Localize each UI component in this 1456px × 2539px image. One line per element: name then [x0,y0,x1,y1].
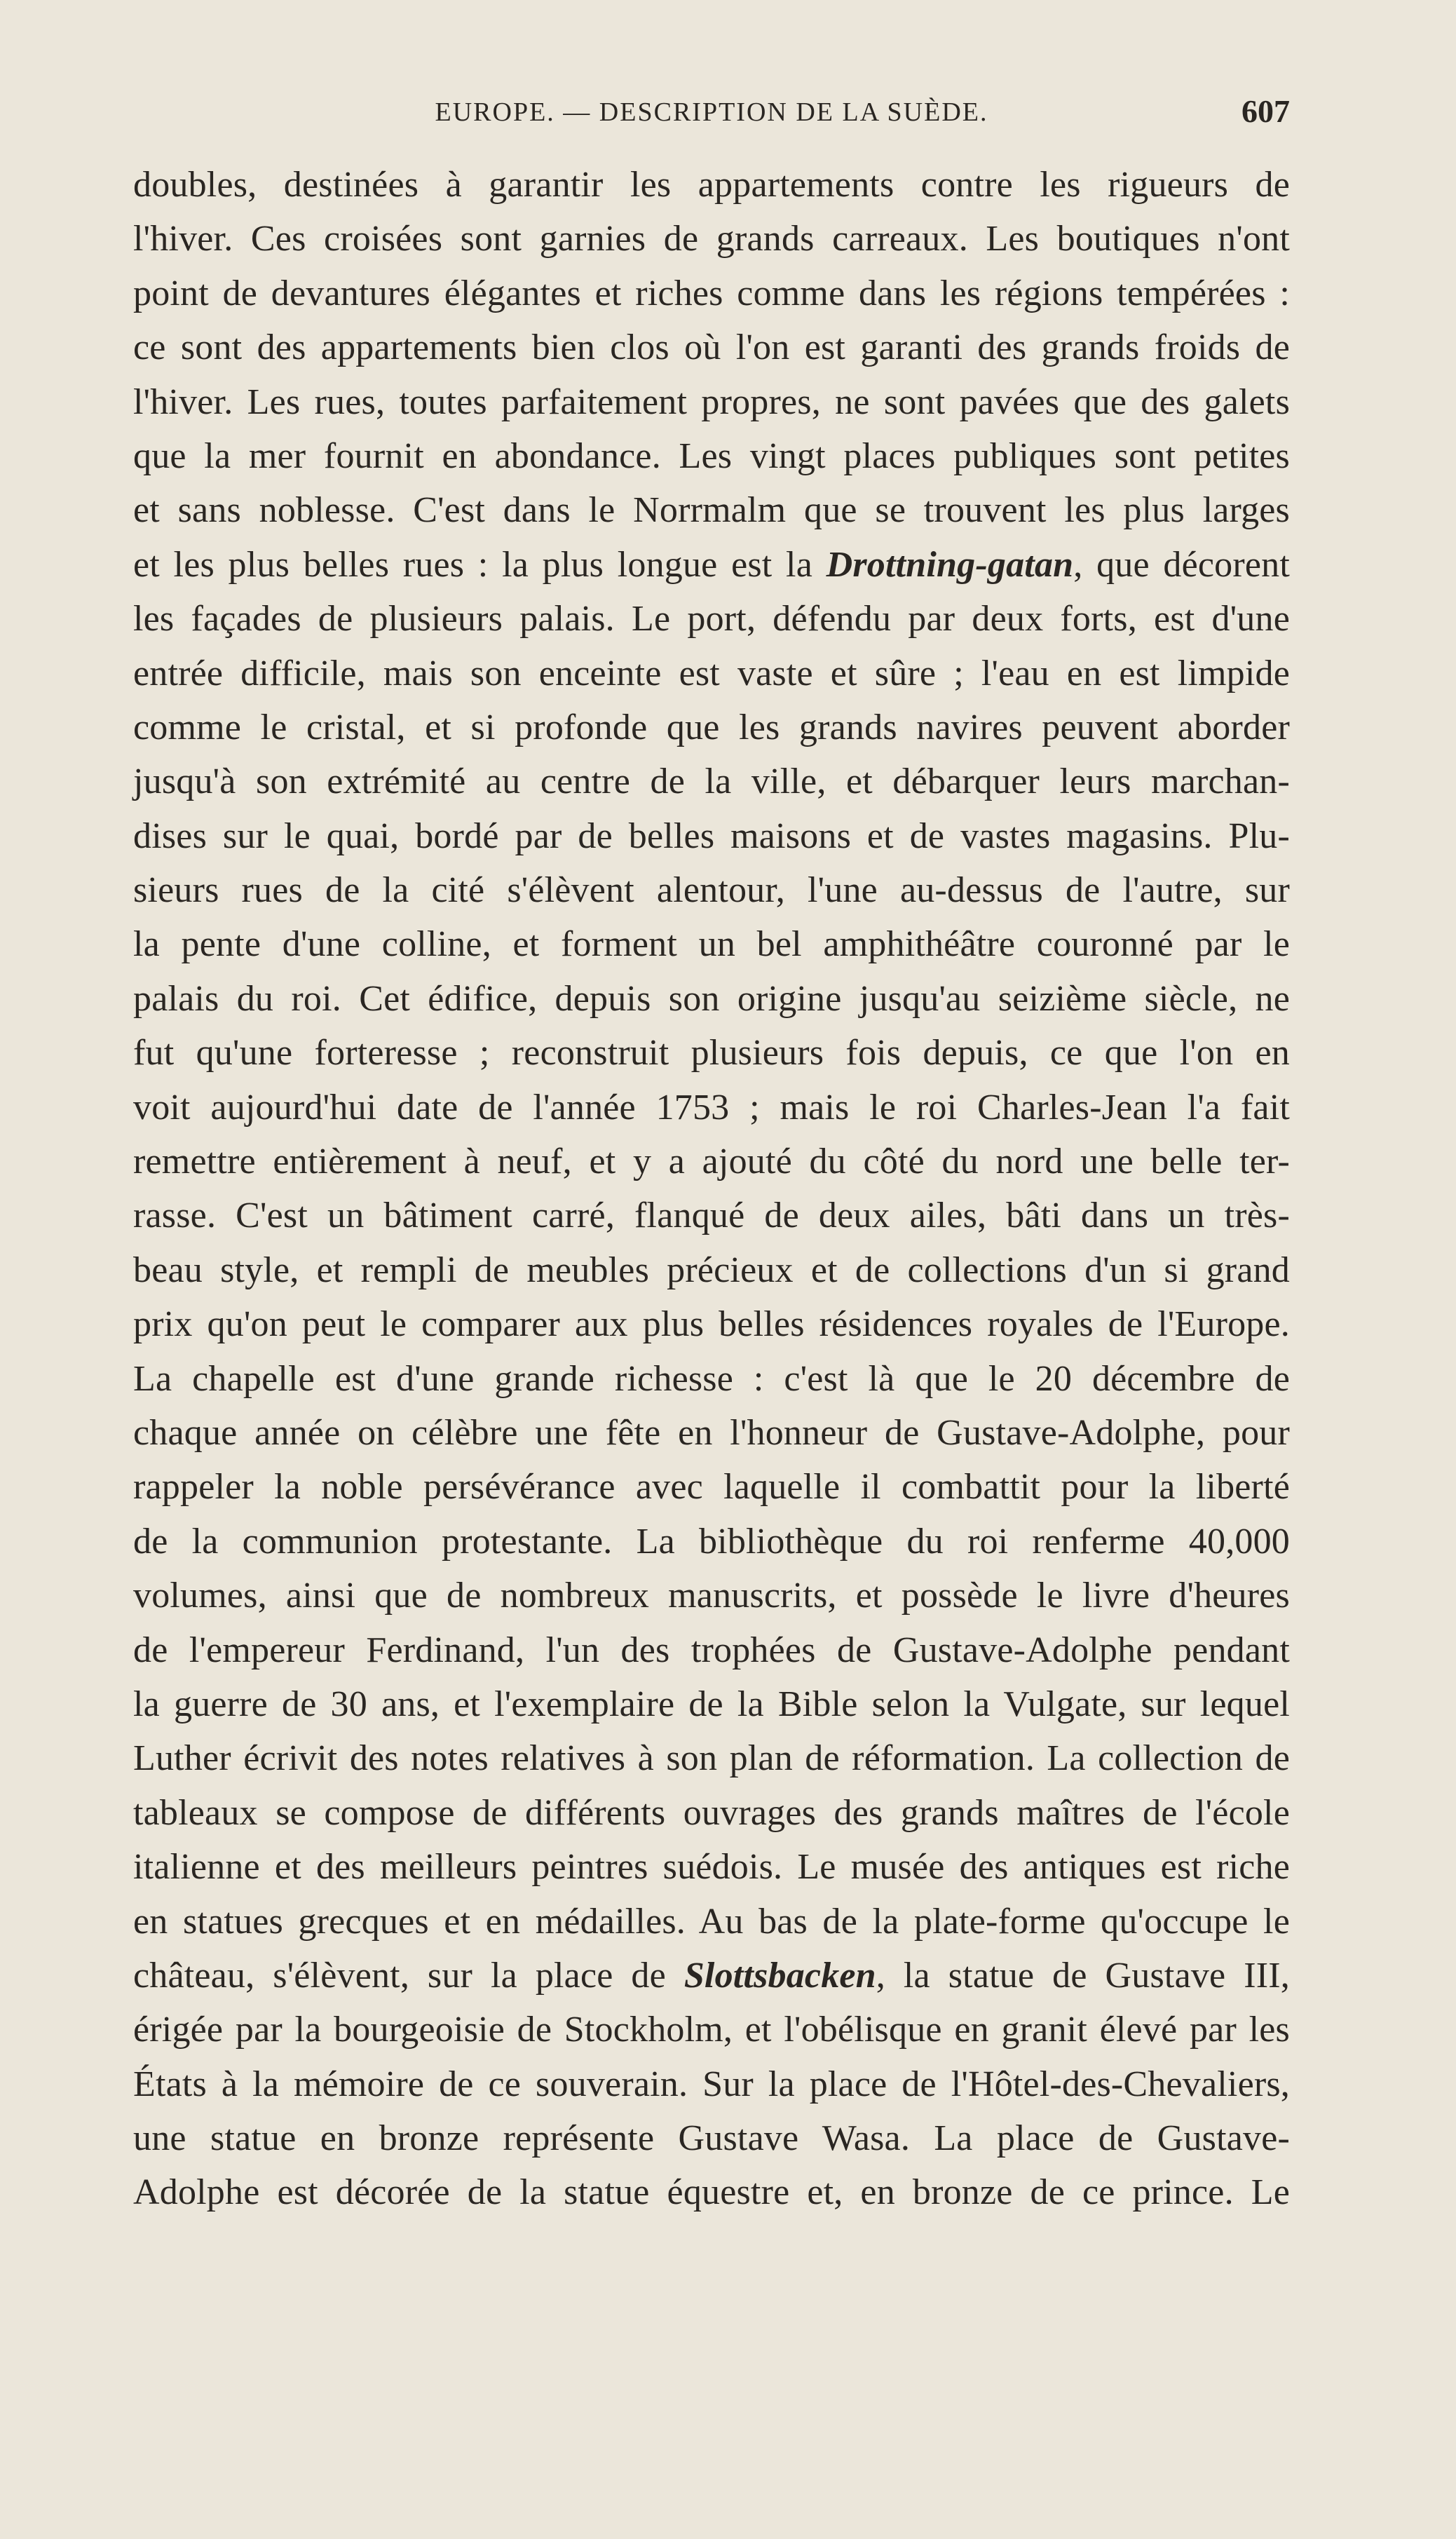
text-line-with-place-name [133,1949,1290,2003]
text-line: rappeler la noble persévérance avec laquelle il combattit pour la liberté [133,1467,1290,1508]
text-line: et sans noblesse. C'est dans le Norrmalm que se trouvent les plus larges [133,490,1290,531]
text-line: fut qu'une forteresse ; reconstruit plusieurs fois depuis, ce que l'on en [133,1033,1290,1074]
text-line: tableaux se compose de différents ouvrages des grands maîtres de l'école [133,1792,1290,1833]
text-line: dises sur le quai, bordé par de belles maisons et de vastes magasins. Plu- [133,815,1290,856]
text-line: La chapelle est d'une grande richesse : c'est là que le 20 décembre de [133,1358,1290,1399]
text-fragment: , que décorent [1073,544,1290,585]
text-line: l'hiver. Les rues, toutes parfaitement propres, ne sont pavées que des galets [133,381,1290,422]
text-line: volumes, ainsi que de nombreux manuscrits, et possède le livre d'heures [133,1576,1290,1616]
page-number: 607 [1241,93,1290,129]
text-line: Adolphe est décorée de la statue équestre et, en bronze de ce prince. Le [133,2172,1290,2213]
text-line: les façades de plusieurs palais. Le port, défendu par deux forts, est d'une [133,599,1290,639]
text-line: érigée par la bourgeoisie de Stockholm, et l'obélisque en granit élevé par les [133,2010,1290,2050]
text-line: remettre entièrement à neuf, et y a ajouté du côté du nord une belle ter- [133,1142,1290,1182]
text-line: ce sont des appartements bien clos où l'on est garanti des grands froids de [133,327,1290,368]
text-line: doubles, destinées à garantir les appartements contre les rigueurs de [133,165,1290,205]
text-line: prix qu'on peut le comparer aux plus belles résidences royales de l'Europe. [133,1304,1290,1345]
text-line: la pente d'une colline, et forment un bel amphithéâtre couronné par le [133,924,1290,965]
text-line: de l'empereur Ferdinand, l'un des trophées de Gustave-Adolphe pendant [133,1630,1290,1670]
text-line: jusqu'à son extrémité au centre de la ville, et débarquer leurs marchan- [133,761,1290,802]
text-line: comme le cristal, et si profonde que les grands navires peuvent aborder [133,707,1290,747]
text-line: entrée difficile, mais son enceinte est vaste et sûre ; l'eau en est limpide [133,653,1290,693]
text-line: l'hiver. Ces croisées sont garnies de grands carreaux. Les boutiques n'ont [133,219,1290,259]
text-line: de la communion protestante. La bibliothèque du roi renferme 40,000 [133,1521,1290,1562]
text-line-with-street-name [133,538,1290,592]
street-name-drottning-gatan: Drottning-gatan [826,544,1074,585]
page-header [133,93,1290,139]
text-line: États à la mémoire de ce souverain. Sur la place de l'Hôtel-des-Chevaliers, [133,2064,1290,2104]
text-line: italienne et des meilleurs peintres suédois. Le musée des antiques est riche [133,1847,1290,1888]
text-line: point de devantures élégantes et riches comme dans les régions tempérées : [133,273,1290,313]
text-line: beau style, et rempli de meubles précieux et de collections d'un si grand [133,1250,1290,1290]
text-fragment: , la statue de Gustave III, [876,1955,1290,1996]
text-fragment: château, s'élèvent, sur la place de [133,1955,684,1996]
text-line: voit aujourd'hui date de l'année 1753 ; mais le roi Charles-Jean l'a fait [133,1087,1290,1128]
text-line: la guerre de 30 ans, et l'exemplaire de la Bible selon la Vulgate, sur lequel [133,1684,1290,1724]
text-line: que la mer fournit en abondance. Les vingt places publiques sont petites [133,435,1290,476]
place-name-slottsbacken: Slottsbacken [683,1955,876,1996]
text-line: chaque année on célèbre une fête en l'honneur de Gustave-Adolphe, pour [133,1412,1290,1453]
text-fragment: et les plus belles rues : la plus longue est la [133,544,826,585]
body-text [133,158,1290,2220]
text-line: Luther écrivit des notes relatives à son plan de réformation. La collection de [133,1738,1290,1779]
running-head: EUROPE. — DESCRIPTION DE LA SUÈDE. [435,97,988,127]
text-line: une statue en bronze représente Gustave Wasa. La place de Gustave- [133,2118,1290,2159]
text-line: en statues grecques et en médailles. Au bas de la plate-forme qu'occupe le [133,1901,1290,1942]
text-line: sieurs rues de la cité s'élèvent alentour, l'une au-dessus de l'autre, sur [133,870,1290,911]
text-line: palais du roi. Cet édifice, depuis son origine jusqu'au seizième siècle, ne [133,978,1290,1019]
text-line: rasse. C'est un bâtiment carré, flanqué de deux ailes, bâti dans un très- [133,1196,1290,1236]
